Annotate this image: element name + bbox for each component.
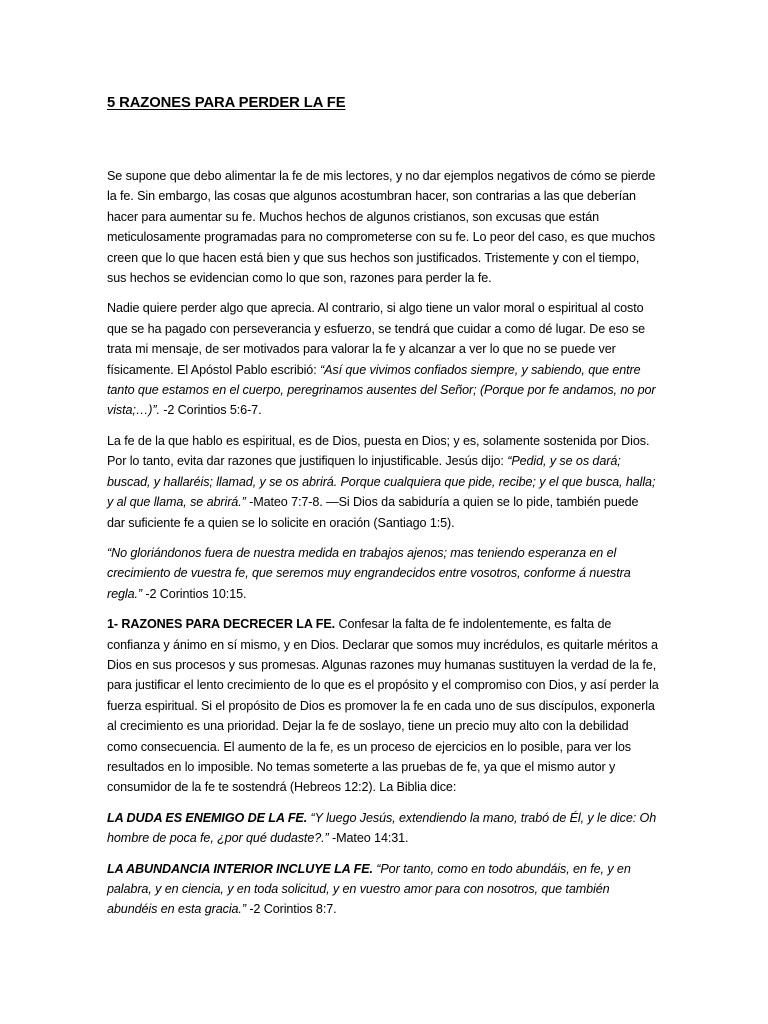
document-title: 5 RAZONES PARA PERDER LA FE bbox=[107, 95, 346, 111]
bible-quote: “Pedid, y se os dará; buscad, y hallaréis; llamad, y se os abrirá. Porque cualquiera que pide, recibe; y el que busca, halla; y al que llama, se abrirá.” bbox=[107, 454, 656, 510]
paragraph-value-faith bbox=[107, 298, 659, 420]
bible-reference: -Mateo 14:31. bbox=[328, 831, 409, 846]
paragraph-quote-corinthians bbox=[107, 543, 659, 604]
section-heading: LA DUDA ES ENEMIGO DE LA FE. bbox=[107, 810, 308, 825]
bible-quote: “Así que vivimos confiados siempre, y sabiendo, que entre tanto que estamos en el cuerpo, peregrinamos ausentes del Señor; (Porque por fe andamos, no por vista;…)”. bbox=[107, 362, 656, 418]
bible-quote: “Por tanto, como en todo abundáis, en fe, y en palabra, y en ciencia, y en toda solicitud, y en vuestro amor para con nosotros, que también abundéis en esta gracia.” bbox=[107, 861, 631, 917]
bible-reference: -2 Corintios 8:7. bbox=[245, 902, 337, 917]
paragraph-doubt bbox=[107, 808, 659, 849]
bible-quote: “Y luego Jesús, extendiendo la mano, trabó de Él, y le dice: Oh hombre de poca fe, ¿por qué dudaste?.” bbox=[107, 810, 657, 846]
section-heading: 1- RAZONES PARA DECRECER LA FE. bbox=[107, 617, 336, 632]
document-body bbox=[107, 92, 659, 930]
paragraph-text: La fe de la que hablo es espiritual, es de Dios, puesta en Dios; y es, solamente sostenida por Dios. Por lo tanto, evita dar razones que justifiquen lo injustificable. Jesús dijo: bbox=[107, 433, 650, 469]
bible-reference: -2 Corintios 10:15. bbox=[142, 586, 247, 601]
bible-reference: -2 Corintios 5:6-7. bbox=[159, 403, 262, 418]
paragraph-reasons-decrease bbox=[107, 614, 659, 798]
paragraph-spiritual-faith bbox=[107, 431, 659, 533]
paragraph-text: Confesar la falta de fe indolentemente, es falta de confianza y ánimo en sí mismo, y en Dios. Declarar que somos muy incrédulos, es quitarle méritos a Dios en sus procesos y sus promesas. Algunas razones muy humanas sustituyen la verdad de la fe, para justificar el lento crecimiento de lo que es el propósito y el compromiso con Dios, y así perder la fuerza espiritual. Si el propósito de Dios es promover la fe en cada uno de sus discípulos, exponerla al crecimiento es una prioridad. Dejar la fe de soslayo, tiene un precio muy alto con la debilidad como consecuencia. El aumento de la fe, es un proceso de ejercicios en lo posible, para ver los resultados en lo imposible. No temas someterte a las pruebas de fe, ya que el mismo autor y consumidor de la fe te sostendrá (Hebreos 12:2). La Biblia dice: bbox=[107, 617, 659, 795]
bible-quote: “No gloriándonos fuera de nuestra medida en trabajos ajenos; mas teniendo esperanza en el crecimiento de vuestra fe, que seremos muy engrandecidos entre vosotros, conforme á nuestra regla.” bbox=[107, 545, 631, 601]
paragraph-abundance bbox=[107, 859, 659, 920]
paragraph-intro bbox=[107, 166, 659, 288]
paragraph-intro-text: Se supone que debo alimentar la fe de mis lectores, y no dar ejemplos negativos de cómo se pierde la fe. Sin embargo, las cosas que algunos acostumbran hacer, son contrarias a las que deberían hacer para aumentar su fe. Muchos hechos de algunos cristianos, son excusas que están meticulosamente programadas para no comprometerse con su fe. Lo peor del caso, es que muchos creen que lo que hacen está bien y que sus hechos son justificados. Tristemente y con el tiempo, sus hechos se evidencian como lo que son, razones para perder la fe. bbox=[107, 169, 656, 286]
section-heading: LA ABUNDANCIA INTERIOR INCLUYE LA FE. bbox=[107, 861, 373, 876]
paragraph-text: Nadie quiere perder algo que aprecia. Al contrario, si algo tiene un valor moral o espiritual al costo que se ha pagado con perseverancia y esfuerzo, se tendrá que cuidar a como dé lugar. De eso se trata mi mensaje, de ser motivados para valorar la fe y alcanzar a ver lo que no se puede ver físicamente. El Apóstol Pablo escribió: bbox=[107, 301, 646, 377]
bible-reference: -Mateo 7:7-8. —Si Dios da sabiduría a quien se lo pide, también puede dar suficiente fe a quien se lo solicite en oración (Santiago 1:5). bbox=[107, 495, 639, 530]
